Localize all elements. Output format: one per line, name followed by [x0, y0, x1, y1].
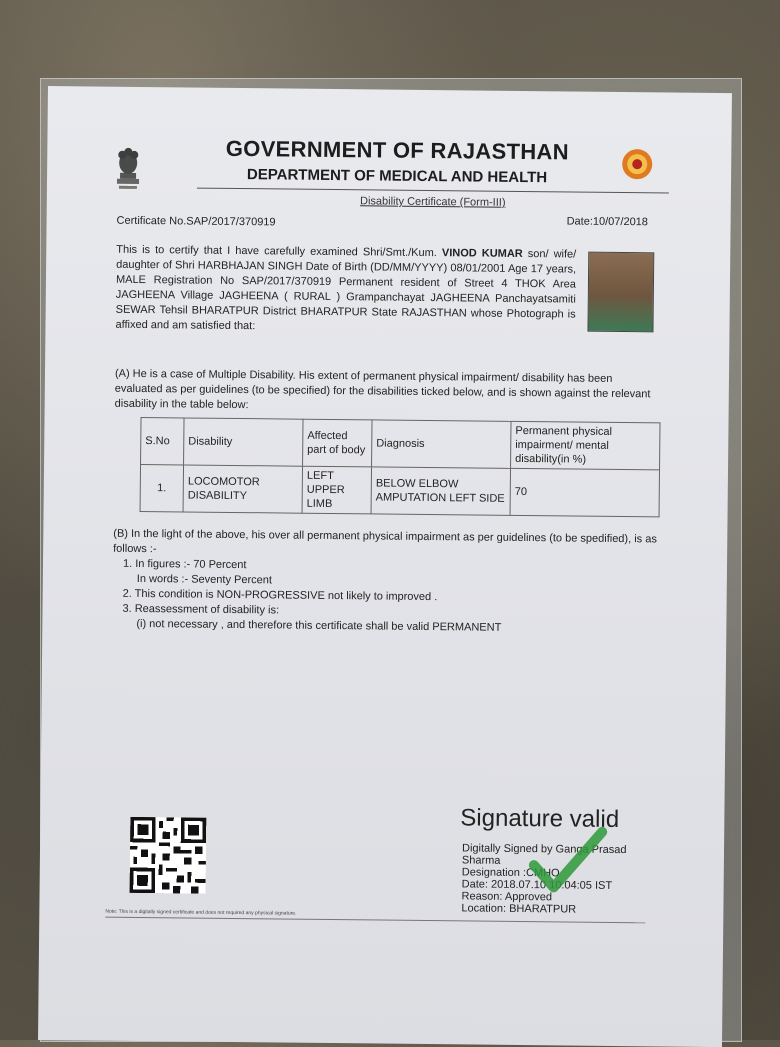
header-sno: S.No	[141, 417, 184, 464]
government-title: GOVERNMENT OF RAJASTHAN	[225, 135, 569, 165]
section-b	[112, 527, 658, 638]
reassessment-line: 3. Reassessment of disability is:	[122, 602, 280, 617]
table-row	[140, 464, 659, 516]
cell-sno: 1.	[140, 464, 183, 511]
cell-diagnosis: BELOW ELBOW AMPUTATION LEFT SIDE	[371, 467, 510, 515]
form-title: Disability Certificate (Form-III)	[360, 195, 506, 209]
applicant-photo	[587, 252, 654, 333]
certificate-number: Certificate No.SAP/2017/370919	[116, 214, 276, 229]
cell-disability: LOCOMOTOR DISABILITY	[183, 465, 302, 513]
signature-reason: Reason: Approved	[461, 890, 553, 904]
words-line: In words :- Seventy Percent	[136, 572, 273, 587]
section-a: (A) He is a case of Multiple Disability. His extent of permanent physical impairment/ disability has been evaluated as per guidelines (to be specified) for the disabilities ticked below, and is shown against the relevant disability in the table below:	[114, 367, 651, 412]
table-header-row	[141, 417, 660, 469]
footnote: Note: This is a digitally signed certificate and does not required any physical signature.	[105, 908, 297, 917]
footer-divider	[105, 917, 645, 924]
signed-by: Digitally Signed by Ganga Prasad Sharma	[461, 842, 627, 867]
figures-line: 1. In figures :- 70 Percent	[122, 557, 247, 572]
intro-details: son/ wife/ daughter of Shri HARBHAJAN SINGH Date of Birth (DD/MM/YYYY) 08/01/2001 Age 17 years, MALE Registration No SAP/2017/370919 Permanent resident of Street 4 THOK Area JAGHEENA Village JAGHEENA ( RURAL ) Grampanchayat JAGHEENA Panchayatsamiti SEWAR Tehsil BHARATPUR District BHARATPUR State RAJASTHAN whose Photograph is affixed and am satisfied that:	[115, 248, 577, 333]
checkmark-icon	[527, 821, 608, 902]
signature-date: Date: 2018.07.10 10:04:05 IST	[461, 878, 613, 892]
qr-code-icon	[130, 817, 207, 894]
header-divider	[197, 188, 669, 194]
section-b-intro: (B) In the light of the above, his over all permanent physical impairment as per guidelines (to be spedified), is as follows :-	[113, 527, 657, 556]
department-seal-icon	[621, 148, 653, 180]
intro-prefix: This is to certify that I have carefully examined Shri/Smt./Kum.	[116, 243, 437, 260]
header-affected-part: Affected part of body	[303, 419, 372, 467]
cell-impairment-percent: 70	[510, 468, 659, 517]
disability-table	[140, 417, 661, 517]
validity-line: (i) not necessary , and therefore this certificate shall be valid PERMANENT	[136, 617, 502, 634]
state-emblem-icon	[111, 143, 146, 191]
certificate-page	[38, 86, 732, 1047]
signature-status: Signature valid	[460, 804, 620, 834]
cell-affected-part: LEFT UPPER LIMB	[302, 466, 371, 514]
certification-paragraph	[115, 243, 576, 338]
header-disability: Disability	[184, 418, 303, 466]
department-title: DEPARTMENT OF MEDICAL AND HEALTH	[246, 166, 548, 187]
certificate-date: Date:10/07/2018	[566, 215, 649, 229]
signature-location: Location: BHARATPUR	[461, 902, 577, 916]
signer-designation: Designation :CMHO	[461, 866, 560, 880]
header-diagnosis: Diagnosis	[372, 420, 511, 468]
condition-line: 2. This condition is NON-PROGRESSIVE not likely to improved .	[122, 587, 438, 604]
person-name: VINOD KUMAR	[441, 247, 523, 260]
header-impairment-percent: Permanent physical impairment/ mental disability(in %)	[511, 421, 660, 470]
